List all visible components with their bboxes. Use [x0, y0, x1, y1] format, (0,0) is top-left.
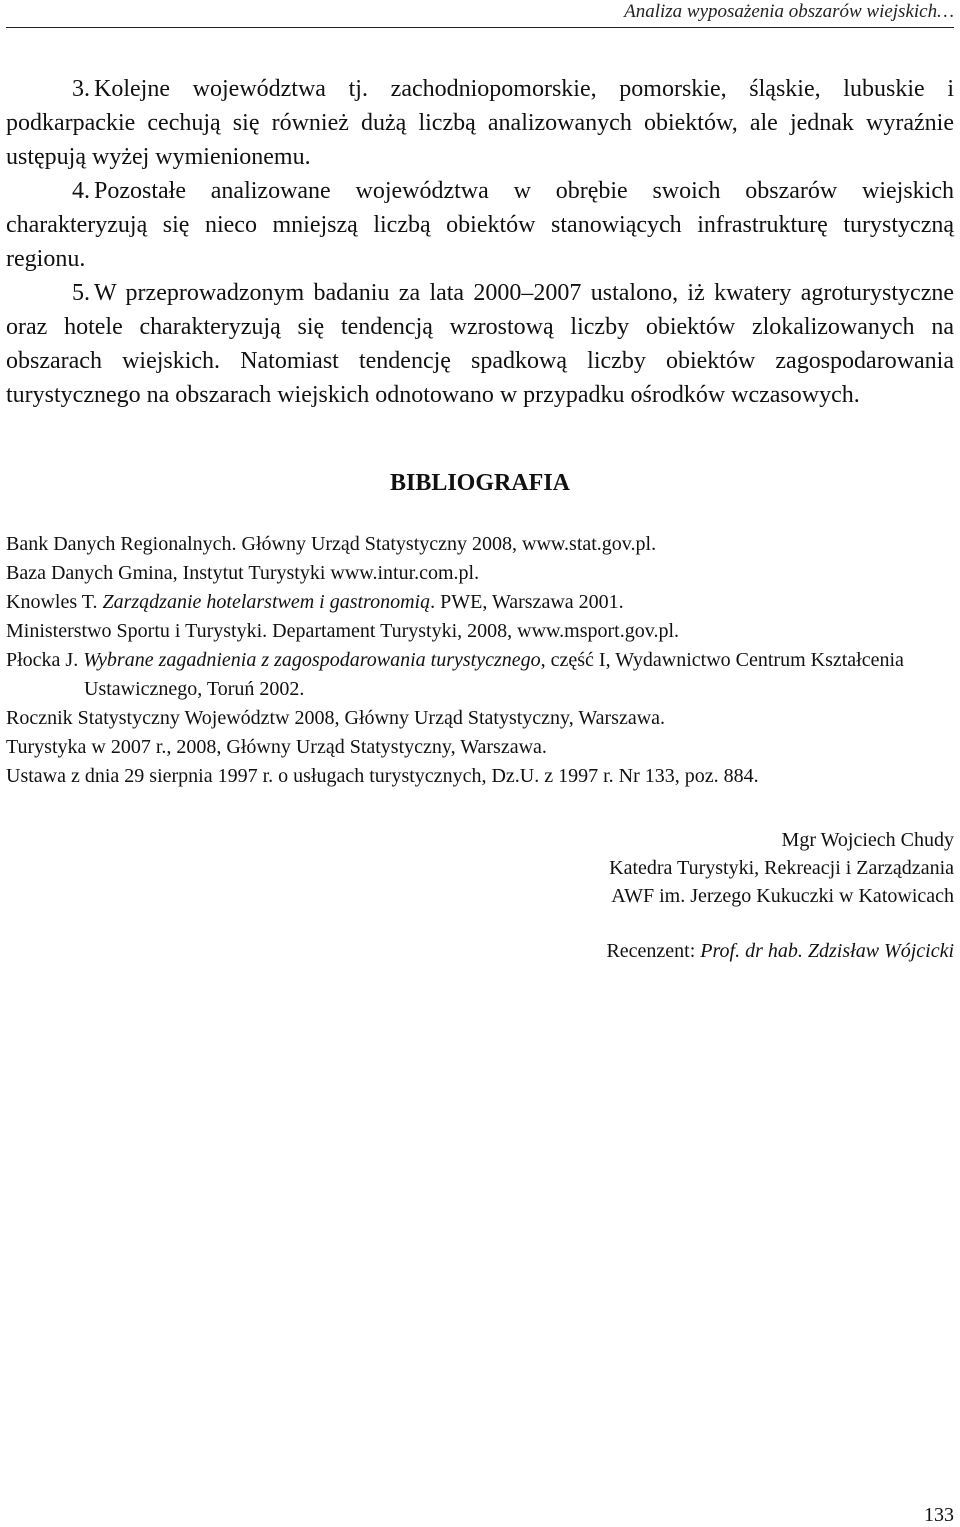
reference-text: Ministerstwo Sportu i Turystyki. Departament Turystyki, 2008, www.msport.gov.pl. [6, 620, 679, 642]
item-number: 3. [72, 76, 90, 102]
reference-entry [6, 559, 954, 588]
reference-entry [6, 762, 954, 791]
reference-text: Baza Danych Gmina, Instytut Turystyki www.intur.com.pl. [6, 562, 480, 584]
conclusion-item-3 [6, 72, 954, 174]
item-number: 4. [72, 178, 90, 204]
author-department: Katedra Turystyki, Rekreacji i Zarządzania [609, 857, 954, 879]
reference-title: Zarządzanie hotelarstwem i gastronomią [102, 591, 431, 613]
author-name: Mgr Wojciech Chudy [781, 829, 954, 851]
reference-text: Bank Danych Regionalnych. Główny Urząd Statystyczny 2008, www.stat.gov.pl. [6, 533, 657, 555]
reference-title: Wybrane zagadnienia z zagospodarowania turystycznego [83, 649, 541, 671]
conclusion-item-5 [6, 276, 954, 412]
reference-entry [6, 704, 954, 733]
conclusion-item-4 [6, 174, 954, 276]
reference-entry [6, 617, 954, 646]
reference-text: Rocznik Statystyczny Województw 2008, Główny Urząd Statystyczny, Warszawa. [6, 707, 666, 729]
item-text: W przeprowadzonym badaniu za lata 2000–2007 ustalono, iż kwatery agroturystyczne oraz hotele charakteryzują się tendencją wzrostową liczby obiektów zlokalizowanych na obszarach wiejskich. Natomiast tendencję spadkową liczby obiektów zagospodarowania turystycznego na obszarach wiejskich odnotowano w przypadku ośrodków wczasowych. [6, 280, 954, 408]
item-text: Kolejne województwa tj. zachodniopomorskie, pomorskie, śląskie, lubuskie i podkarpackie cechują się również dużą liczbą analizowanych obiektów, ale jednak wyraźnie ustępują wyżej wymienionemu. [6, 76, 954, 170]
reference-text-end: , część I, Wydawnictwo Centrum Kształcenia Ustawicznego, Toruń 2002. [84, 649, 904, 700]
item-text: Pozostałe analizowane województwa w obrębie swoich obszarów wiejskich charakteryzują się nieco mniejszą liczbą obiektów stanowiących infrastrukturę turystyczną regionu. [6, 178, 954, 272]
reference-entry [6, 733, 954, 762]
running-header [6, 0, 954, 28]
item-number: 5. [72, 280, 90, 306]
author-institution: AWF im. Jerzego Kukuczki w Katowicach [611, 885, 954, 907]
bibliography-heading: BIBLIOGRAFIA [389, 470, 571, 496]
page-number: 133 [924, 1504, 954, 1526]
author-block [254, 826, 954, 910]
running-title: Analiza wyposażenia obszarów wiejskich… [624, 1, 954, 22]
reference-entry [6, 588, 954, 617]
reference-text: Knowles T. [6, 591, 103, 613]
reviewer-line [254, 937, 954, 965]
reference-text: Płocka J. [6, 649, 84, 671]
reference-entry [6, 530, 954, 559]
bibliography-list [6, 530, 954, 791]
reference-text: Ustawa z dnia 29 sierpnia 1997 r. o usługach turystycznych, Dz.U. z 1997 r. Nr 133, poz. 884. [6, 765, 759, 787]
reviewer-name: Prof. dr hab. Zdzisław Wójcicki [700, 940, 954, 962]
reference-text: Turystyka w 2007 r., 2008, Główny Urząd Statystyczny, Warszawa. [6, 736, 547, 758]
reference-text-end: . PWE, Warszawa 2001. [430, 591, 624, 613]
reviewer-label: Recenzent: [606, 940, 701, 962]
reference-entry [6, 646, 954, 704]
